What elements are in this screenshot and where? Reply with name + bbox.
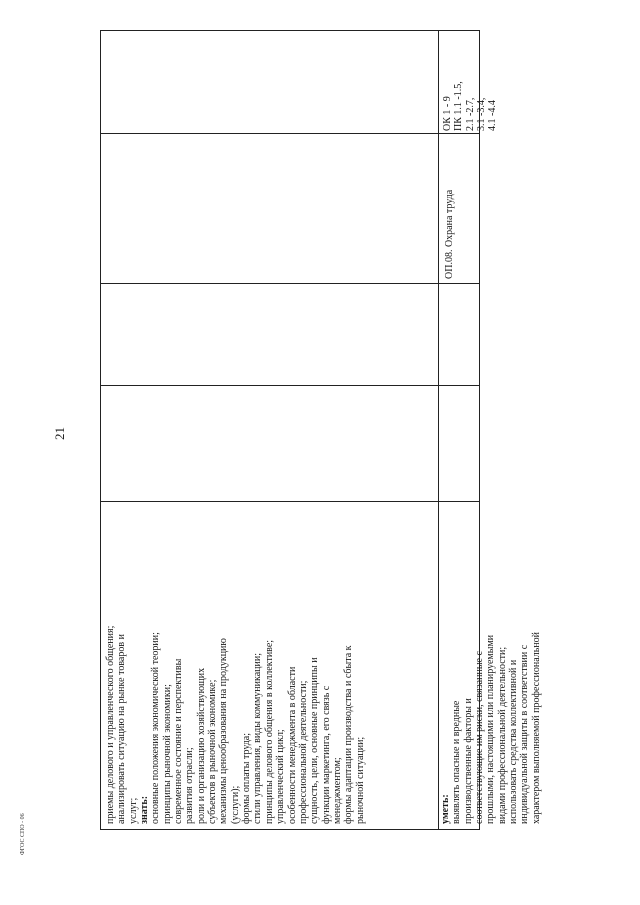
- list-line: анализировать ситуацию на рынке товаров и: [116, 634, 128, 824]
- list-line: принципы делового общения в коллективе;: [263, 639, 275, 824]
- list-line: выявлять опасные и вредные: [451, 700, 463, 824]
- list-line: 2.1 -2.7,: [464, 97, 476, 131]
- list-line: 3.1 -3.4,: [476, 97, 488, 131]
- list-line: использовать средства коллективной и: [508, 659, 520, 824]
- list-line: индивидуальной защиты в соответствии с: [519, 644, 531, 824]
- column-divider: [101, 133, 479, 134]
- discipline-name: ОП.08. Охрана труда: [444, 189, 455, 279]
- list-line: развития отрасли;: [184, 747, 196, 824]
- list-line: принципы рыночной экономики;: [161, 684, 173, 824]
- list-line: особенности менеджмента в области: [286, 666, 298, 824]
- page-number: 21: [52, 427, 67, 440]
- list-line: характером выполняемой профессиональной: [530, 631, 542, 824]
- column-divider: [101, 501, 479, 502]
- list-line: основные положения экономической теории;: [150, 632, 162, 824]
- list-line: роли и организацию хозяйствующих: [195, 667, 207, 824]
- list-line: сущность, цели, основные принципы и: [309, 657, 321, 824]
- list-line: (услуги);: [229, 785, 241, 824]
- list-line: производственные факторы и: [462, 698, 474, 824]
- column-divider: [101, 283, 479, 284]
- list-line: приемы делового и управленческого общения;: [105, 625, 116, 824]
- skills-text: [440, 632, 542, 824]
- list-line: менеджментом;: [331, 757, 343, 824]
- list-line: рыночной ситуации;: [354, 736, 366, 824]
- list-line: механизмы ценообразования на продукцию: [218, 638, 230, 824]
- knowledge-text: [105, 626, 366, 824]
- list-line: формы адаптации производства и сбыта к: [343, 645, 355, 824]
- competencies-cell: [442, 81, 499, 131]
- list-line: субъектов в рыночной экономике;: [207, 679, 219, 824]
- list-line: стили управления, виды коммуникации;: [252, 653, 264, 824]
- list-line: соответствующие им риски, связанные с: [474, 651, 486, 824]
- list-line: прошлыми, настоящими или планируемыми: [485, 634, 497, 824]
- list-line: профессиональной деятельности;: [297, 680, 309, 824]
- list-line: современное состояние и перспективы: [173, 658, 185, 824]
- list-line: ПК 1.1 -1.5,: [453, 81, 465, 131]
- list-line: управленческий цикл;: [275, 729, 287, 824]
- curriculum-table: [100, 30, 542, 830]
- list-line: ОК 1 - 9: [442, 96, 453, 131]
- list-line: видами профессиональной деятельности;: [496, 646, 508, 824]
- section-heading: знать:: [139, 795, 151, 824]
- list-line: формы оплаты труда;: [241, 732, 253, 824]
- section-heading: уметь:: [440, 794, 451, 824]
- list-line: 4.1 -4.4: [487, 100, 499, 131]
- discipline-cell: [444, 190, 455, 279]
- document-footer: ФГОС СПО - 06: [20, 813, 26, 855]
- list-line: услуг;: [127, 797, 139, 824]
- row-divider: [438, 31, 439, 829]
- list-line: функции маркетинга, его связь с: [320, 685, 332, 824]
- column-divider: [101, 385, 479, 386]
